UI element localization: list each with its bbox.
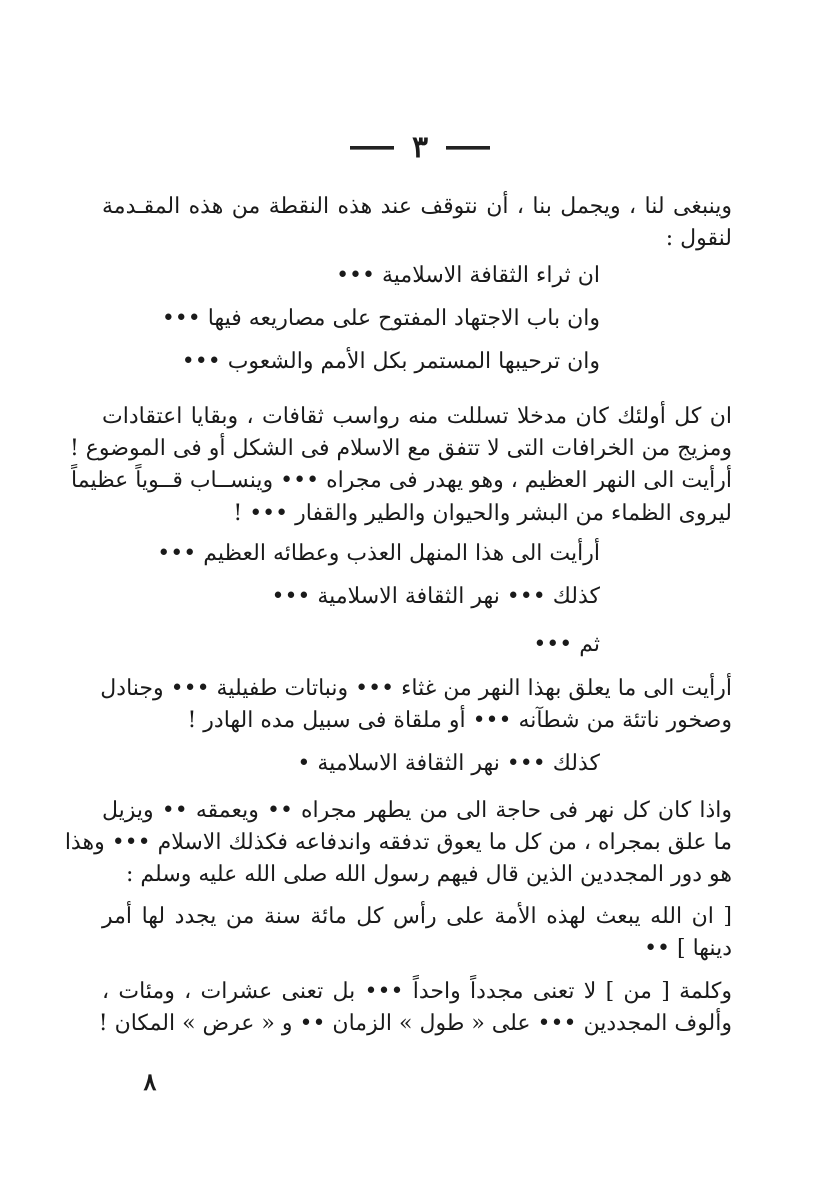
text-line: أرأيت الى ما يعلق بهذا النهر من غثاء ••• ونباتات طفيلية ••• وجنادل	[100, 676, 732, 701]
text-line: وألوف المجددين ••• على « طول » الزمان •• و « عرض » المكان !	[98, 1011, 732, 1036]
text-line: [ ان الله يبعث لهذه الأمة على رأس كل مائة سنة من يجدد لها أمر	[102, 904, 732, 929]
text-line: هو دور المجددين الذين قال فيهم رسول الله صلى الله عليه وسلم :	[126, 862, 732, 887]
text-line: وان ترحيبها المستمر بكل الأمم والشعوب •••	[181, 349, 600, 374]
text-line: كذلك ••• نهر الثقافة الاسلامية •••	[271, 584, 600, 609]
text-line: ثم •••	[533, 632, 600, 657]
text-line: ليروى الظماء من البشر والحيوان والطير والقفار ••• !	[233, 501, 732, 526]
text-line: دينها ] ••	[644, 936, 732, 961]
text-line: لنقول :	[665, 226, 732, 251]
page-number: ٨	[143, 1067, 157, 1096]
text-line: أرأيت الى النهر العظيم ، وهو يهدر فى مجراه ••• وينســاب قــوياً عظيماً	[71, 468, 732, 493]
text-line: وصخور ناتئة من شطآنه ••• أو ملقاة فى سبيل مده الهادر !	[187, 708, 732, 733]
text-line: واذا كان كل نهر فى حاجة الى من يطهر مجراه •• ويعمقه •• ويزيل	[102, 798, 732, 823]
text-line: أرأيت الى هذا المنهل العذب وعطائه العظيم •••	[157, 541, 600, 566]
text-line: ومزيج من الخرافات التى لا تتفق مع الاسلام فى الشكل أو فى الموضوع !	[69, 436, 732, 461]
text-line: ان ثراء الثقافة الاسلامية •••	[336, 263, 600, 288]
text-line: وينبغى لنا ، ويجمل بنا ، أن نتوقف عند هذه النقطة من هذه المقـدمة	[102, 194, 732, 219]
text-line: وان باب الاجتهاد المفتوح على مصاريعه فيها •••	[161, 306, 600, 331]
header-rule-left	[350, 146, 394, 150]
text-line: كذلك ••• نهر الثقافة الاسلامية •	[297, 751, 600, 776]
text-line: ما علق بمجراه ، من كل ما يعوق تدفقه واندفاعه فكذلك الاسلام ••• وهذا	[64, 830, 732, 855]
header-rule-right	[446, 146, 490, 150]
text-line: ان كل أولئك كان مدخلا تسللت منه رواسب ثقافات ، وبقايا اعتقادات	[102, 404, 732, 429]
chapter-header	[0, 128, 840, 168]
text-line: وكلمة [ من ] لا تعنى مجدداً واحداً ••• بل تعنى عشرات ، ومئات ،	[102, 979, 732, 1004]
chapter-number: ٣	[411, 130, 429, 165]
